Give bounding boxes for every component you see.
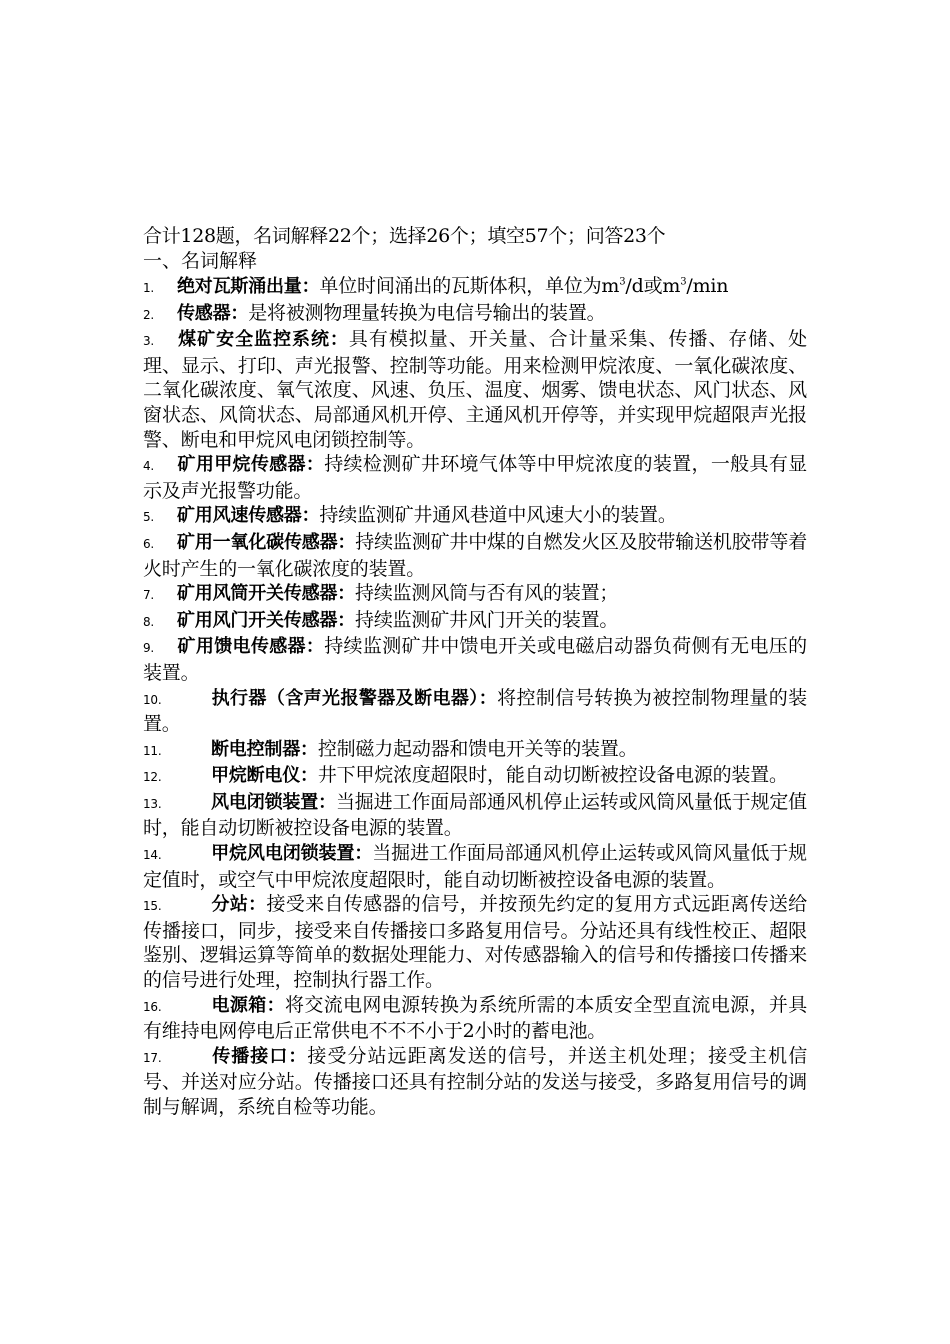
item-separator: ： — [318, 791, 336, 813]
item-separator: ： — [337, 583, 356, 605]
item-separator: ： — [230, 302, 249, 324]
item-definition-cont: /d或m — [625, 275, 681, 297]
item-separator: ： — [301, 276, 320, 297]
item-number: 1. — [143, 281, 155, 295]
definition-item — [143, 503, 807, 530]
item-definition: 持续检测矿井环境气体等中甲烷浓度的装置，一般具有显示及声光报警功能。 — [143, 453, 807, 502]
item-definition: 将交流电网电源转换为系统所需的本质安全型直流电源，并具有维持电网停电后正常供电不不不小于2小时的蓄电池。 — [143, 993, 807, 1043]
section-number: 一、 — [143, 250, 182, 272]
section-heading — [143, 249, 807, 274]
item-term: 传感器 — [177, 302, 231, 324]
definition-item — [143, 686, 807, 737]
item-term: 电源箱 — [211, 994, 267, 1016]
definition-item — [143, 993, 807, 1044]
item-definition: 当掘进工作面局部通风机停止运转或风筒风量低于规定值时，能自动切断被控设备电源的装置。 — [143, 790, 807, 840]
definition-item — [143, 327, 807, 452]
definition-item — [143, 634, 807, 685]
item-separator: ： — [478, 687, 498, 709]
item-term: 矿用风门开关传感器 — [177, 609, 338, 631]
item-term: 甲烷断电仪 — [211, 765, 300, 787]
item-definition-end: /min — [686, 275, 729, 297]
item-number: 14. — [143, 848, 162, 863]
superscript: 3 — [680, 276, 687, 288]
item-term: 传播接口 — [211, 1045, 289, 1067]
item-separator: ： — [337, 609, 356, 631]
definition-item — [143, 581, 807, 608]
item-number: 12. — [143, 770, 162, 785]
definition-item — [143, 763, 807, 790]
section-title: 名词解释 — [181, 250, 258, 272]
item-term: 矿用馈电传感器 — [177, 636, 306, 658]
item-number: 15. — [143, 899, 162, 914]
item-number: 2. — [143, 307, 155, 322]
item-number: 4. — [143, 459, 155, 474]
item-definition: 具有模拟量、开关量、合计量采集、传播、存储、处理、显示、打印、声光报警、控制等功能。用来检测甲烷浓度、一氧化碳浓度、二氧化碳浓度、氧气浓度、风速、负压、温度、烟雾、馈电状态、风门状态、风窗状态、风筒状态、局部通风机开停、主通风机开停等，并实现甲烷超限声光报警、断电和甲烷风电闭锁控制等。 — [143, 328, 807, 451]
item-number: 8. — [143, 614, 155, 629]
item-number: 3. — [143, 334, 155, 349]
item-term: 分站 — [211, 894, 249, 916]
item-number: 13. — [143, 796, 162, 811]
item-separator: ： — [248, 894, 267, 916]
item-term: 断电控制器 — [211, 738, 300, 760]
definition-item — [143, 274, 807, 301]
item-number: 17. — [143, 1050, 162, 1065]
item-number: 6. — [143, 536, 155, 551]
item-term: 绝对瓦斯涌出量 — [177, 276, 302, 297]
item-separator: ： — [300, 738, 318, 760]
item-definition: 持续监测矿井风门开关的装置。 — [355, 608, 619, 631]
item-definition: 接受来自传感器的信号，并按预先约定的复用方式远距离传送给传播接口，同步，接受来自传播接口多路复用信号。分站还具有线性校正、超限鉴别、逻辑运算等简单的数据处理能力、对传感器输入的信号和传播接口传播来的信号进行处理，控制执行器工作。 — [143, 893, 807, 992]
definition-item — [143, 737, 807, 764]
definition-item — [143, 452, 807, 503]
item-term: 矿用风筒开关传感器 — [177, 583, 338, 605]
definition-item — [143, 530, 807, 581]
document-page — [143, 224, 807, 1120]
item-term: 矿用一氧化碳传感器 — [177, 531, 338, 553]
definition-item — [143, 892, 807, 992]
item-separator: ： — [300, 765, 318, 787]
item-definition: 井下甲烷浓度超限时，能自动切断被控设备电源的装置。 — [317, 764, 788, 787]
definition-item — [143, 608, 807, 635]
item-definition: 持续监测矿井通风巷道中风速大小的装置。 — [319, 504, 677, 527]
item-term: 矿用风速传感器 — [177, 505, 302, 527]
item-definition: 持续监测风筒与否有风的装置； — [355, 582, 619, 605]
item-definition: 控制磁力起动器和馈电开关等的装置。 — [317, 737, 638, 760]
item-number: 9. — [143, 641, 155, 656]
item-definition: 将控制信号转换为被控制物理量的装置。 — [143, 686, 807, 736]
item-definition: 单位时间涌出的瓦斯体积，单位为m — [319, 275, 620, 297]
item-term: 煤矿安全监控系统 — [177, 329, 330, 351]
item-number: 16. — [143, 999, 162, 1014]
item-separator: ： — [329, 329, 349, 351]
item-number: 11. — [143, 743, 162, 758]
item-definition: 接受分站远距离发送的信号，并送主机处理；接受主机信号、并送对应分站。传播接口还具有控制分站的发送与接受，多路复用信号的调制与解调，系统自检等功能。 — [143, 1044, 807, 1118]
item-definition: 是将被测物理量转换为电信号输出的装置。 — [248, 301, 606, 324]
item-term: 执行器（含声光报警器及断电器） — [211, 687, 479, 709]
superscript: 3 — [619, 276, 626, 288]
item-term: 矿用甲烷传感器 — [177, 454, 306, 476]
definition-item — [143, 1044, 807, 1120]
item-number: 10. — [143, 692, 162, 707]
item-number: 7. — [143, 588, 155, 603]
item-term: 甲烷风电闭锁装置 — [211, 843, 355, 865]
item-term: 风电闭锁装置 — [211, 791, 319, 813]
item-number: 5. — [143, 510, 155, 525]
item-definition: 当掘进工作面局部通风机停止运转或风筒风量低于规定值时，或空气中甲烷浓度超限时，能自动切断被控设备电源的装置。 — [143, 842, 807, 891]
item-definition: 持续监测矿井中煤的自燃发火区及胶带输送机胶带等着火时产生的一氧化碳浓度的装置。 — [143, 530, 807, 580]
item-separator: ： — [354, 843, 373, 865]
definition-item — [143, 301, 807, 328]
item-separator: ： — [305, 636, 325, 658]
definition-item — [143, 841, 807, 892]
item-definition: 持续监测矿井中馈电开关或电磁启动器负荷侧有无电压的装置。 — [143, 635, 807, 684]
item-separator: ： — [288, 1045, 308, 1067]
item-separator: ： — [337, 531, 356, 553]
question-summary: 合计128题，名词解释22个；选择26个；填空57个；问答23个 — [143, 225, 666, 247]
item-separator: ： — [301, 505, 320, 527]
definition-item — [143, 790, 807, 841]
item-separator: ： — [305, 454, 325, 476]
item-separator: ： — [266, 994, 285, 1016]
